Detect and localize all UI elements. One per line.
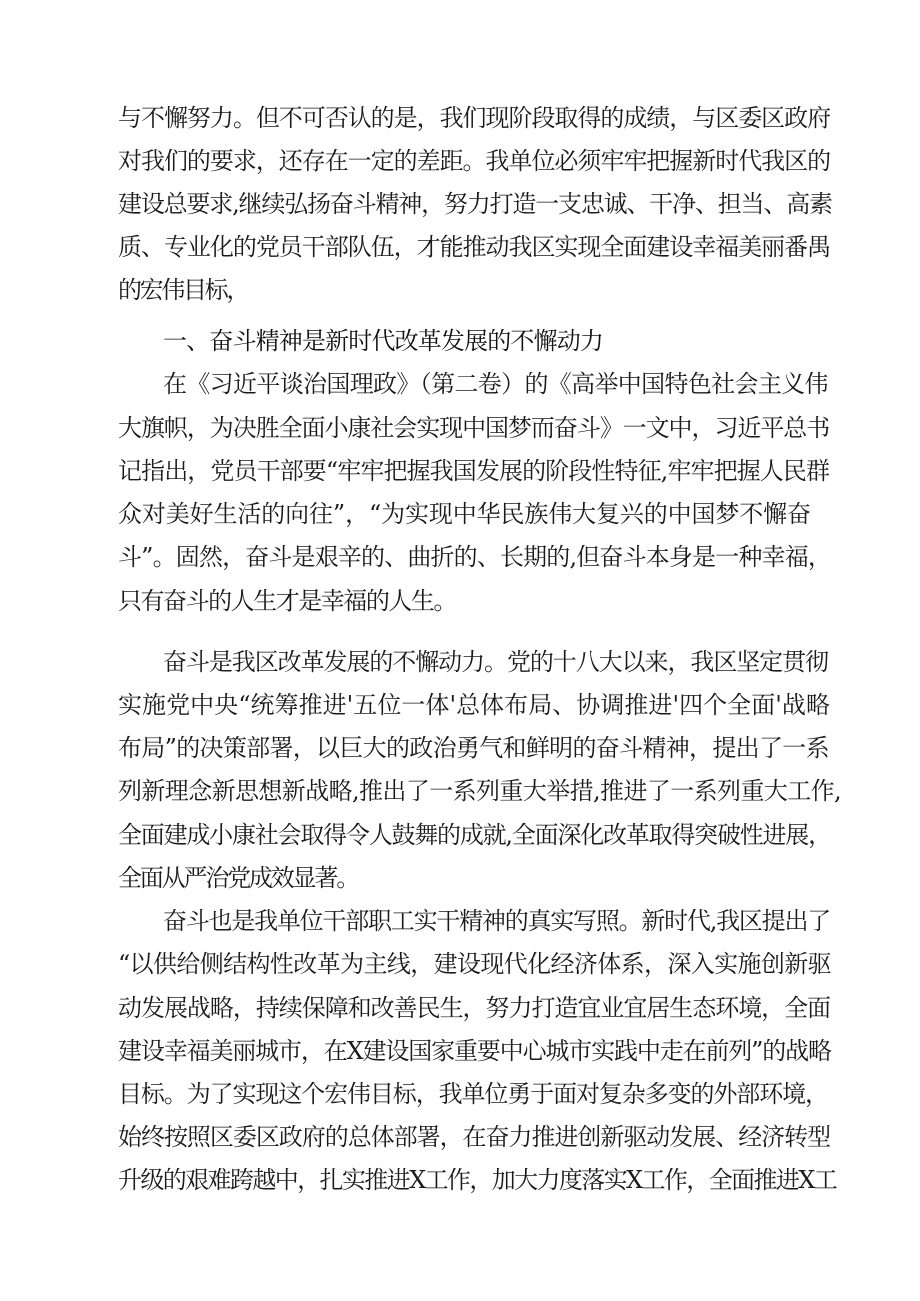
paragraph-line: 奋斗也是我单位干部职工实干精神的真实写照。新时代,我区提出了: [163, 907, 831, 935]
paragraph-line: 建设幸福美丽城市，在X建设国家重要中心城市实践中走在前列”的战略: [118, 1037, 831, 1065]
paragraph-line: 只有奋斗的人生才是幸福的人生。: [118, 587, 456, 615]
paragraph-line: 斗”。固然，奋斗是艰辛的、曲折的、长期的,但奋斗本身是一种幸福，: [118, 543, 832, 571]
paragraph-line: 动发展战略，持续保障和改善民生，努力打造宜业宜居生态环境，全面: [118, 994, 831, 1022]
paragraph-line: 目标。为了实现这个宏伟目标，我单位勇于面对复杂多变的外部环境，: [118, 1080, 828, 1108]
paragraph-line: 在《习近平谈治国理政》（第二卷）的《高举中国特色社会主义伟: [163, 370, 828, 398]
paragraph-line: 列新理念新思想新战略,推出了一系列重大举措,推进了一系列重大工作,: [118, 777, 842, 805]
paragraph-line: 的宏伟目标，: [118, 276, 249, 304]
paragraph-line: 记指出，党员干部要“牢牢把握我国发展的阶段性特征,牢牢把握人民群: [118, 457, 830, 485]
section-heading: 一、奋斗精神是新时代改革发展的不懈动力: [163, 327, 604, 355]
paragraph-line: “以供给侧结构性改革为主线，建设现代化经济体系，深入实施创新驱: [118, 950, 832, 978]
paragraph-line: 对我们的要求，还存在一定的差距。我单位必须牢牢把握新时代我区的: [118, 147, 831, 175]
paragraph-line: 质、专业化的党员干部队伍，才能推动我区实现全面建设幸福美丽番禺: [118, 233, 831, 261]
paragraph-line: 全面建成小康社会取得令人鼓舞的成就,全面深化改革取得突破性进展，: [118, 821, 831, 849]
paragraph-line: 全面从严治党成效显著。: [118, 864, 359, 892]
paragraph-line: 奋斗是我区改革发展的不懈动力。党的十八大以来，我区坚定贯彻: [163, 648, 828, 676]
paragraph-line: 布局”的决策部署，以巨大的政治勇气和鲜明的奋斗精神，提出了一系: [118, 734, 829, 762]
paragraph-line: 建设总要求,继续弘扬奋斗精神，努力打造一支忠诚、干净、担当、高素: [118, 190, 832, 218]
paragraph-line: 始终按照区委区政府的总体部署，在奋力推进创新驱动发展、经济转型: [118, 1123, 831, 1151]
paragraph-line: 大旗帜，为决胜全面小康社会实现中国梦而奋斗》一文中，习近平总书: [118, 414, 830, 442]
paragraph-line: 实施党中央“统筹推进'五位一体'总体布局、协调推进'四个全面'战略: [118, 691, 830, 719]
paragraph-line: 众对美好生活的向往”，“为实现中华民族伟大复兴的中国梦不懈奋: [118, 500, 811, 528]
paragraph-line: 与不懈努力。但不可否认的是，我们现阶段取得的成绩，与区委区政府: [118, 104, 831, 132]
paragraph-line: 升级的艰难跨越中，扎实推进X工作，加大力度落实X工作，全面推进X工: [118, 1166, 837, 1194]
